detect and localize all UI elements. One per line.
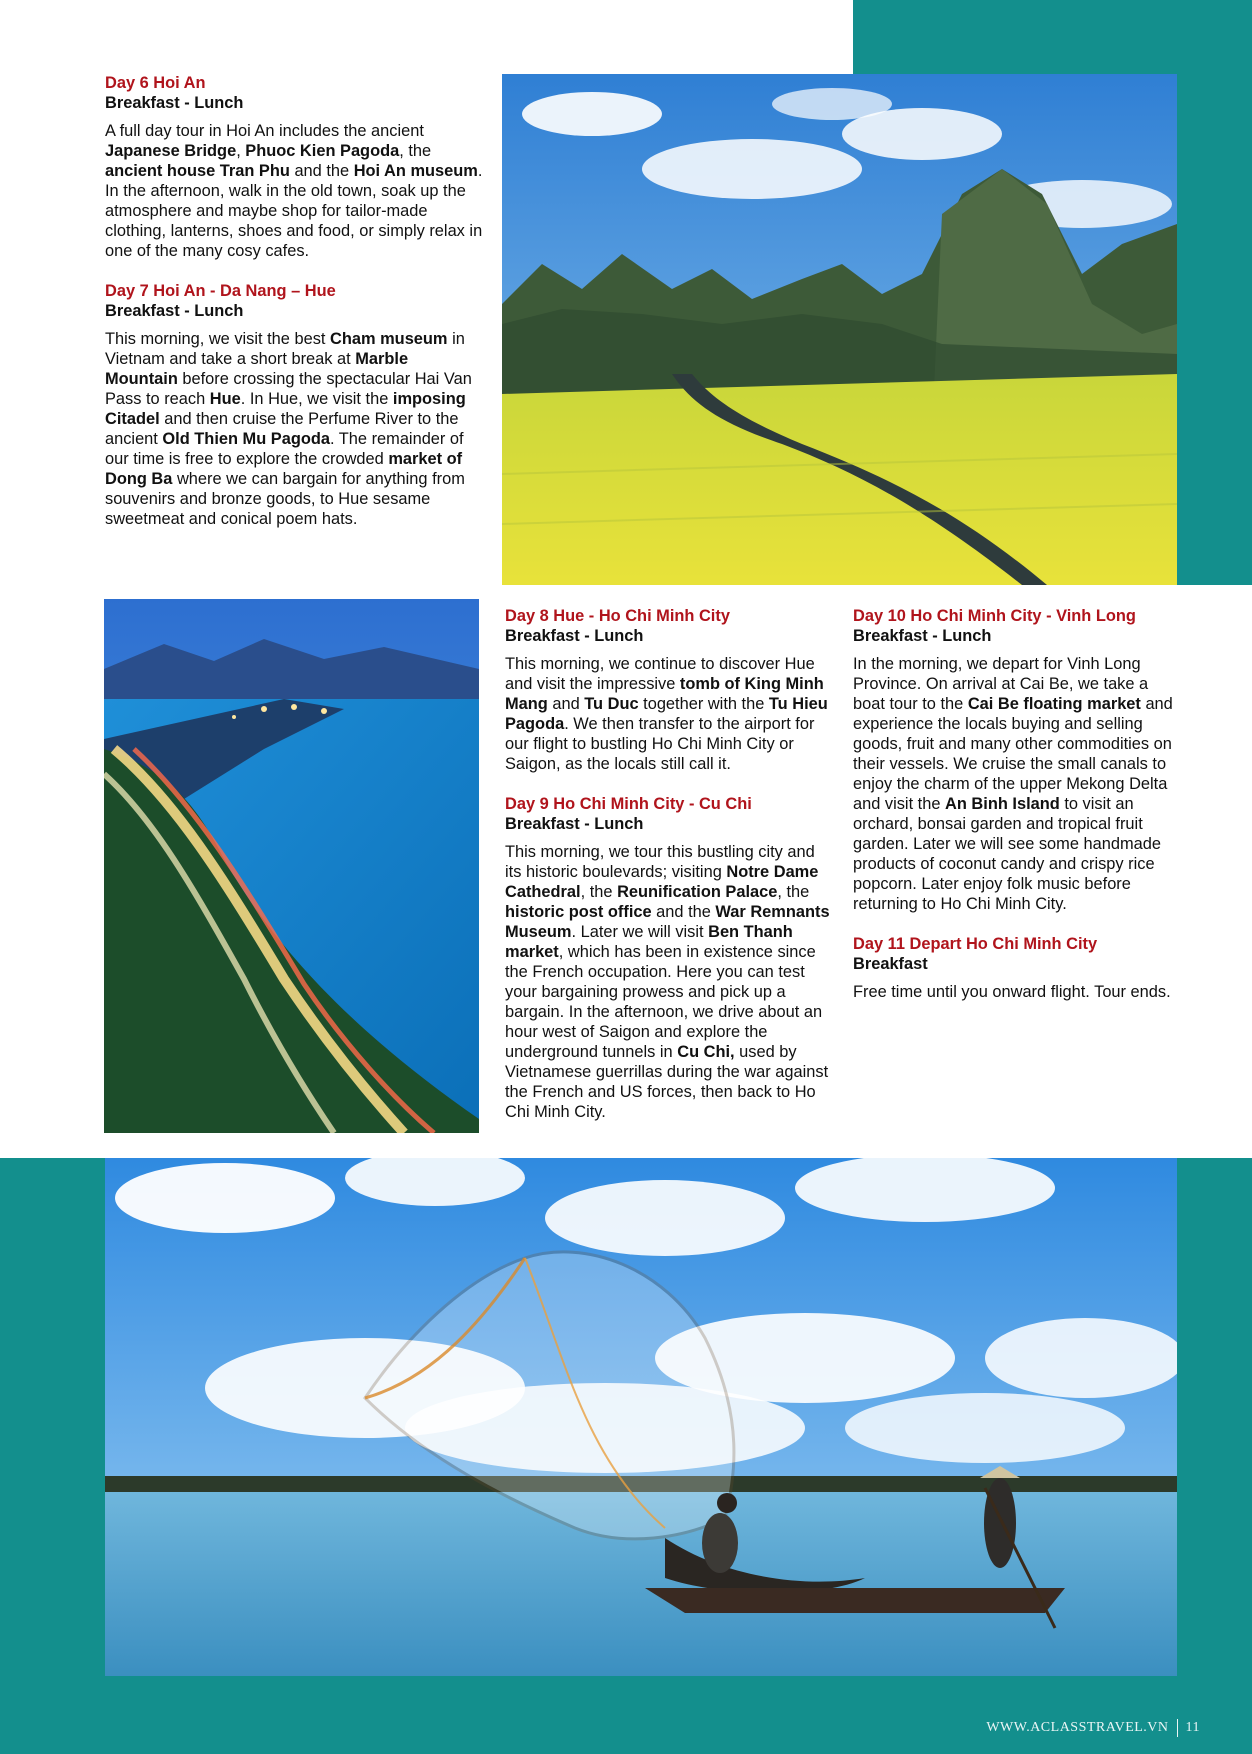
day-8-description — [505, 654, 830, 774]
day-8-title: Day 8 Hue - Ho Chi Minh City — [505, 607, 730, 625]
photo-karst-river-landscape — [502, 74, 1177, 585]
description-text: and the — [651, 903, 716, 921]
day-11-description — [853, 982, 1183, 1002]
highlighted-place-name: Notre Dame Cathedral — [505, 863, 819, 901]
highlighted-place-name: An Binh Island — [945, 795, 1060, 813]
highlighted-place-name: Japanese Bridge — [105, 142, 237, 160]
highlighted-place-name: imposing Citadel — [105, 390, 466, 428]
description-text: to visit an orchard, bonsai garden and tropical fruit garden. Later we will see some handmade products of coconut candy and crispy rice popcorn. Later enjoy folk music before returning to Ho Chi Minh City. — [853, 795, 1161, 913]
day-6-description — [105, 121, 483, 261]
description-text: , — [236, 142, 246, 160]
highlighted-place-name: Cham museum — [330, 330, 448, 348]
day-9-section — [505, 794, 830, 1122]
footer-url: WWW.ACLASSTRAVEL.VN — [986, 1720, 1169, 1735]
day-8-section — [505, 606, 830, 774]
highlighted-place-name: Marble Mountain — [105, 350, 409, 388]
description-text: . In Hue, we visit the — [240, 390, 393, 408]
description-text: A full day tour in Hoi An includes the ancient — [105, 122, 424, 140]
day-7-section — [105, 281, 483, 529]
day-6-meals: Breakfast - Lunch — [105, 94, 244, 112]
highlighted-place-name: Hue — [209, 390, 241, 408]
highlighted-place-name: ancient house Tran Phu — [105, 162, 290, 180]
page-footer — [986, 1719, 1200, 1737]
description-text: before crossing the spectacular Hai Van Pass to reach — [105, 370, 472, 408]
day-10-meals: Breakfast - Lunch — [853, 627, 992, 645]
itinerary-column-left — [105, 73, 483, 529]
day-6-title: Day 6 Hoi An — [105, 74, 206, 92]
description-text: , the — [399, 142, 432, 160]
description-text: Free time until you onward flight. Tour ends. — [853, 983, 1171, 1001]
description-text: and then cruise the Perfume River to the ancient — [105, 410, 459, 448]
day-11-title: Day 11 Depart Ho Chi Minh City — [853, 935, 1098, 953]
description-text: . We then transfer to the airport for our flight to bustling Ho Chi Minh City or Saigon, as the locals still call it. — [505, 715, 815, 773]
highlighted-place-name: tomb of King Minh Mang — [505, 675, 824, 713]
photo-coastal-city-night — [104, 599, 479, 1133]
day-7-meals: Breakfast - Lunch — [105, 302, 244, 320]
day-7-description — [105, 329, 483, 529]
highlighted-place-name: Tu Hieu Pagoda — [505, 695, 828, 733]
itinerary-column-right — [853, 606, 1183, 1002]
description-text: , the — [580, 883, 618, 901]
day-6-section — [105, 73, 483, 261]
footer-divider — [1177, 1719, 1178, 1737]
description-text: in Vietnam and take a short break at — [105, 330, 465, 368]
description-text: , which has been in existence since the French occupation. Here you can test your bargaining prowess and pick up a bargain. In the afternoon, we drive about an hour west of Saigon and explore the underground tunnels in — [505, 943, 823, 1061]
day-10-section — [853, 606, 1183, 914]
photo-fisherman-casting-net — [105, 1158, 1177, 1676]
description-text: In the morning, we depart for Vinh Long Province. On arrival at Cai Be, we take a boat tour to the — [853, 655, 1149, 713]
description-text: and experience the locals buying and selling goods, fruit and many other commodities on their vessels. We cruise the small canals to enjoy the charm of the upper Mekong Delta and visit the — [853, 695, 1173, 813]
description-text: This morning, we tour this bustling city and its historic boulevards; visiting — [505, 843, 815, 881]
description-text: used by Vietnamese guerrillas during the war against the French and US forces, then back to Ho Chi Minh City. — [505, 1043, 829, 1121]
highlighted-place-name: Reunification Palace — [617, 883, 778, 901]
day-10-description — [853, 654, 1183, 914]
description-text: This morning, we continue to discover Hue and visit the impressive — [505, 655, 815, 693]
highlighted-place-name: Cai Be floating market — [967, 695, 1141, 713]
description-text: . Later we will visit — [571, 923, 709, 941]
description-text: This morning, we visit the best — [105, 330, 331, 348]
page-number: 11 — [1185, 1720, 1200, 1735]
day-7-title: Day 7 Hoi An - Da Nang – Hue — [105, 282, 336, 300]
day-11-section — [853, 934, 1183, 1002]
itinerary-column-middle — [505, 606, 830, 1122]
description-text: . The remainder of our time is free to explore the crowded — [105, 430, 464, 468]
highlighted-place-name: Hoi An museum — [353, 162, 478, 180]
description-text: together with the — [638, 695, 769, 713]
highlighted-place-name: War Remnants Museum — [505, 903, 830, 941]
day-8-meals: Breakfast - Lunch — [505, 627, 644, 645]
highlighted-place-name: Old Thien Mu Pagoda — [162, 430, 330, 448]
description-text: , the — [777, 883, 810, 901]
highlighted-place-name: historic post office — [505, 903, 652, 921]
day-9-description — [505, 842, 830, 1122]
description-text: and the — [289, 162, 354, 180]
description-text: . In the afternoon, walk in the old town, soak up the atmosphere and maybe shop for tailor-made clothing, lanterns, shoes and food, or simply relax in one of the many cosy cafes. — [105, 162, 483, 260]
day-9-title: Day 9 Ho Chi Minh City - Cu Chi — [505, 795, 752, 813]
day-10-title: Day 10 Ho Chi Minh City - Vinh Long — [853, 607, 1136, 625]
highlighted-place-name: Cu Chi, — [677, 1043, 735, 1061]
day-9-meals: Breakfast - Lunch — [505, 815, 644, 833]
day-11-meals: Breakfast — [853, 955, 928, 973]
highlighted-place-name: Ben Thanh market — [505, 923, 793, 961]
highlighted-place-name: Tu Duc — [584, 695, 639, 713]
highlighted-place-name: Phuoc Kien Pagoda — [245, 142, 400, 160]
description-text: where we can bargain for anything from souvenirs and bronze goods, to Hue sesame sweetmeat and conical poem hats. — [105, 470, 465, 528]
highlighted-place-name: market of Dong Ba — [105, 450, 463, 488]
description-text: and — [547, 695, 585, 713]
